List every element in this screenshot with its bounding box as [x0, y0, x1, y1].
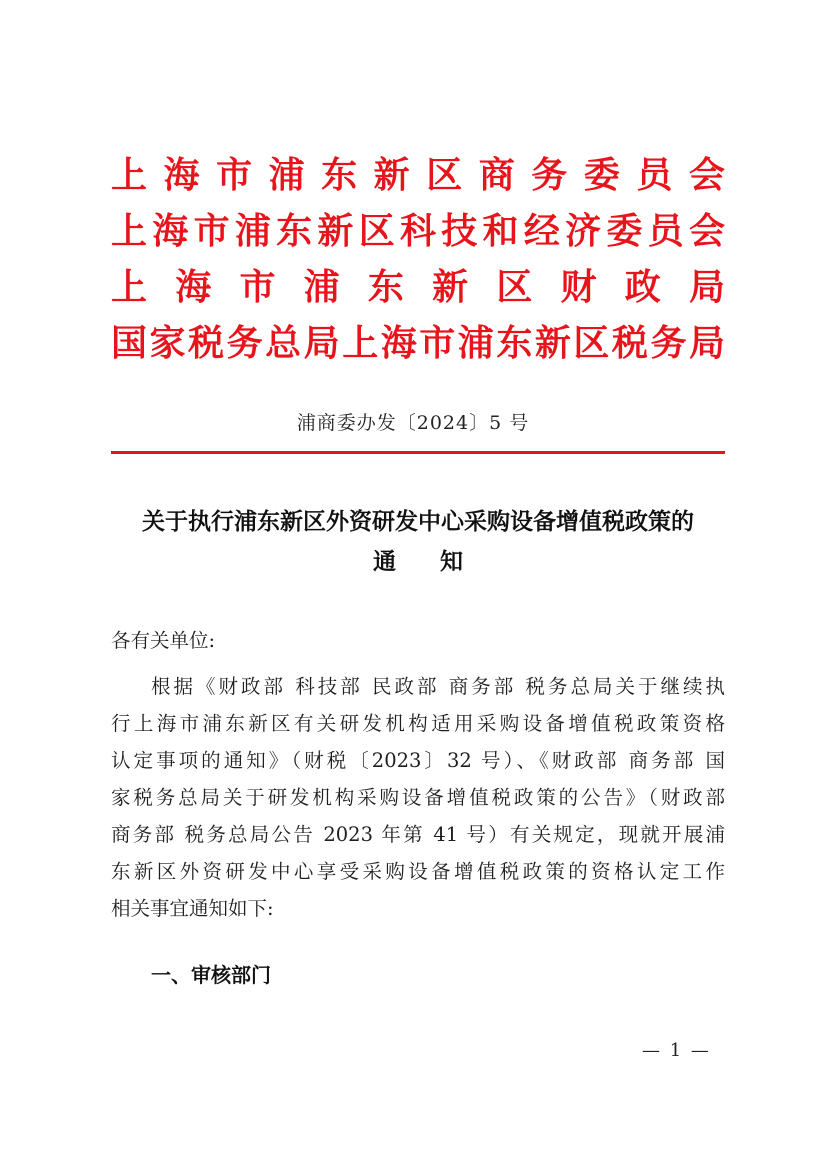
issuer-char: 浦 [457, 323, 494, 364]
issuer-line [111, 204, 725, 260]
paragraph-line: 家税务总局关于研发机构采购设备增值税政策的公告》（财政部 [111, 786, 725, 809]
issuer-char: 浦 [268, 155, 305, 196]
paragraph-line: 认定事项的通知》（财税〔2023〕32 号）、《财政部 商务部 国 [111, 749, 725, 772]
issuer-char: 新 [432, 267, 469, 308]
issuer-char: 东 [276, 211, 313, 252]
issuer-char: 会 [688, 211, 725, 252]
issuer-char: 政 [624, 267, 661, 308]
issuer-char: 市 [419, 323, 456, 364]
issuer-char: 浦 [234, 211, 271, 252]
issuer-line [111, 316, 725, 372]
issuer-char: 市 [193, 211, 230, 252]
title-char: 通 [373, 548, 396, 575]
title-char: 知 [440, 548, 463, 575]
issuer-char: 务 [531, 155, 568, 196]
issuer-char: 国 [111, 323, 148, 364]
issuer-char: 浦 [303, 267, 340, 308]
issuer-char: 海 [152, 211, 189, 252]
issuer-char: 东 [496, 323, 533, 364]
title-line-1: 关于执行浦东新区外资研发中心采购设备增值税政策的 [142, 508, 694, 535]
issuer-char: 局 [303, 323, 340, 364]
title-line-2 [111, 542, 725, 582]
issuer-line [111, 148, 725, 204]
issuer-char: 海 [175, 267, 212, 308]
issuer-line [111, 260, 725, 316]
issuer-char: 东 [367, 267, 404, 308]
issuer-char: 市 [239, 267, 276, 308]
document-number: 浦商委办发〔2024〕5 号 [296, 412, 530, 434]
issuer-char: 会 [688, 155, 725, 196]
issuer-char: 区 [496, 267, 533, 308]
issuer-char: 上 [342, 323, 379, 364]
issuer-char: 总 [265, 323, 302, 364]
issuer-char: 科 [399, 211, 436, 252]
paragraph-line: 行上海市浦东新区有关研发机构适用采购设备增值税政策资格 [111, 712, 725, 735]
document-title [111, 504, 725, 582]
issuer-char: 员 [636, 155, 673, 196]
issuer-char: 技 [441, 211, 478, 252]
issuer-char: 济 [565, 211, 602, 252]
issuer-char: 委 [583, 155, 620, 196]
issuer-char: 新 [317, 211, 354, 252]
issuer-char: 区 [573, 323, 610, 364]
issuer-char: 上 [111, 211, 148, 252]
issuer-char: 务 [226, 323, 263, 364]
issuer-char: 员 [647, 211, 684, 252]
issuer-char: 税 [188, 323, 225, 364]
salutation: 各有关单位: [111, 629, 216, 652]
issuer-char: 新 [373, 155, 410, 196]
issuer-char: 务 [650, 323, 687, 364]
issuer-char: 东 [321, 155, 358, 196]
issuer-char: 区 [426, 155, 463, 196]
issuer-char: 上 [111, 155, 148, 196]
issuer-char: 财 [560, 267, 597, 308]
body-paragraph [111, 668, 725, 927]
issuer-char: 海 [380, 323, 417, 364]
issuer-char: 经 [523, 211, 560, 252]
issuer-char: 局 [688, 267, 725, 308]
issuer-char: 委 [606, 211, 643, 252]
paragraph-line: 商务部 税务总局公告 2023 年第 41 号）有关规定，现就开展浦 [111, 823, 725, 846]
issuer-char: 新 [534, 323, 571, 364]
paragraph-line: 相关事宜通知如下: [111, 897, 274, 920]
issuer-char: 海 [163, 155, 200, 196]
issuer-char: 市 [216, 155, 253, 196]
issuer-char: 家 [149, 323, 186, 364]
paragraph-line: 东新区外资研发中心享受采购设备增值税政策的资格认定工作 [111, 860, 725, 883]
section-heading: 一、审核部门 [151, 963, 271, 987]
page-number: — 1 — [642, 1040, 711, 1061]
red-separator-line [111, 451, 725, 454]
issuer-char: 商 [478, 155, 515, 196]
issuer-char: 和 [482, 211, 519, 252]
issuer-char: 局 [688, 323, 725, 364]
issuer-char: 税 [611, 323, 648, 364]
issuer-char: 上 [111, 267, 148, 308]
issuer-char: 区 [358, 211, 395, 252]
issuing-agencies-header [111, 148, 725, 372]
paragraph-line: 根据《财政部 科技部 民政部 商务部 税务总局关于继续执 [151, 675, 725, 698]
